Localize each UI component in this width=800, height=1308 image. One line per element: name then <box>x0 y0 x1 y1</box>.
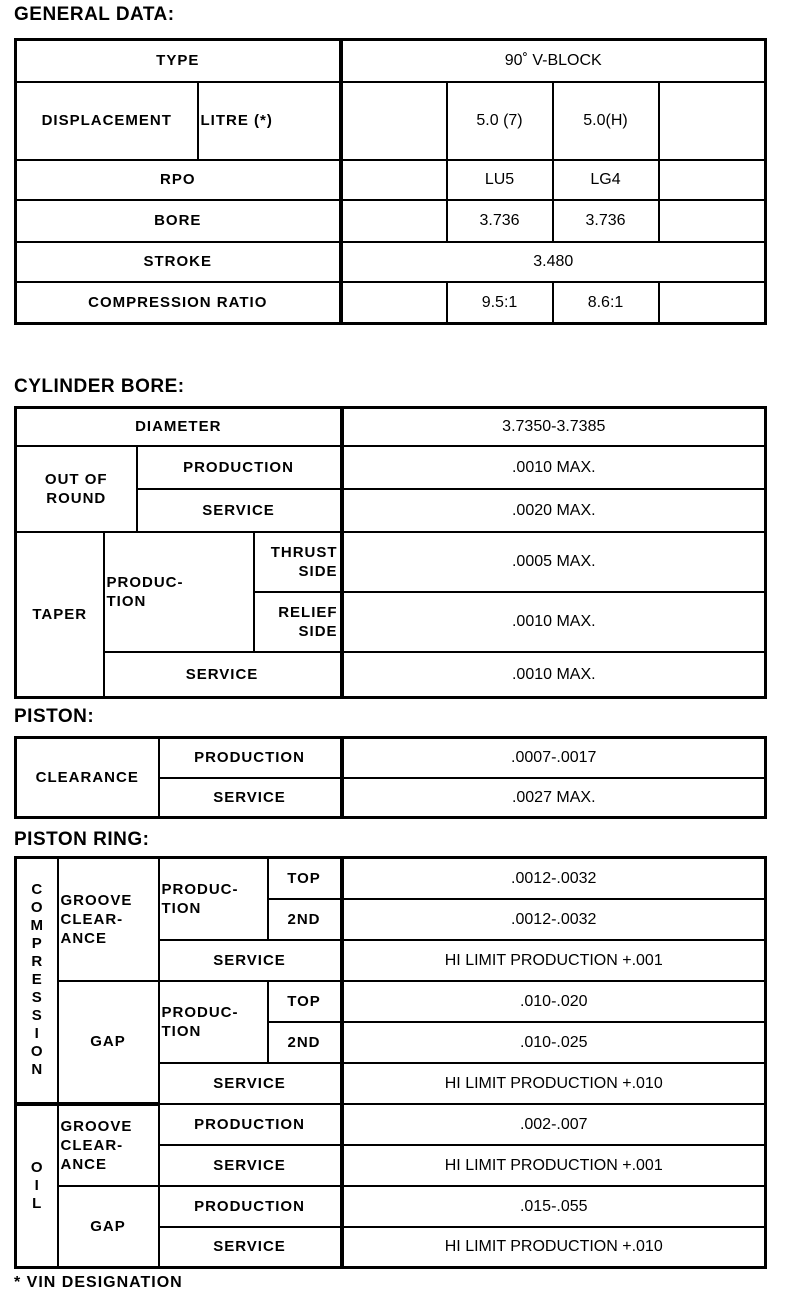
compression-ratio-empty-cell <box>341 282 447 324</box>
displacement-label: DISPLACEMENT <box>16 82 198 160</box>
out-of-round-label: OUT OF ROUND <box>16 446 137 532</box>
oil-gap-service-value: HI LIMIT PRODUCTION +.010 <box>342 1227 766 1268</box>
comp-gap-2nd-label: 2ND <box>268 1022 342 1063</box>
out-of-round-service-label: SERVICE <box>137 489 342 532</box>
thrust-side-value: .0005 MAX. <box>342 532 766 592</box>
diameter-value: 3.7350-3.7385 <box>342 408 766 446</box>
general-data-heading: GENERAL DATA: <box>14 4 175 25</box>
rpo-empty-cell <box>659 160 766 200</box>
oil-groove-clearance-label: GROOVE CLEAR- ANCE <box>58 1104 159 1186</box>
rpo-empty-cell <box>341 160 447 200</box>
comp-groove-top-row <box>16 858 766 899</box>
comp-gap-production-label: PRODUC- TION <box>159 981 268 1063</box>
displacement-empty-cell <box>341 82 447 160</box>
compression-ratio-row <box>16 282 766 324</box>
displacement-empty-cell <box>659 82 766 160</box>
out-of-round-production-row <box>16 446 766 489</box>
general-data-table <box>14 38 767 325</box>
taper-production-label: PRODUC- TION <box>104 532 254 652</box>
clearance-label: CLEARANCE <box>16 738 159 818</box>
comp-groove-top-value: .0012-.0032 <box>342 858 766 899</box>
piston-service-label: SERVICE <box>159 778 342 818</box>
comp-groove-production-label: PRODUC- TION <box>159 858 268 940</box>
litre-label: LITRE (*) <box>198 82 341 160</box>
comp-gap-2nd-value: .010-.025 <box>342 1022 766 1063</box>
piston-ring-table <box>14 856 767 1269</box>
relief-side-label: RELIEF SIDE <box>254 592 342 652</box>
cylinder-bore-heading: CYLINDER BORE: <box>14 376 185 397</box>
oil-groove-service-value: HI LIMIT PRODUCTION +.001 <box>342 1145 766 1186</box>
comp-gap-service-value: HI LIMIT PRODUCTION +.010 <box>342 1063 766 1104</box>
stroke-row <box>16 242 766 282</box>
oil-gap-production-label: PRODUCTION <box>159 1186 342 1227</box>
oil-groove-production-label: PRODUCTION <box>159 1104 342 1145</box>
oil-groove-production-value: .002-.007 <box>342 1104 766 1145</box>
comp-gap-label: GAP <box>58 981 159 1104</box>
bore-empty-cell <box>341 200 447 242</box>
type-row <box>16 40 766 82</box>
piston-table <box>14 736 767 819</box>
bore-value-1: 3.736 <box>447 200 553 242</box>
bore-value-2: 3.736 <box>553 200 659 242</box>
taper-service-label: SERVICE <box>104 652 342 698</box>
type-value: 90˚ V-BLOCK <box>341 40 766 82</box>
piston-production-label: PRODUCTION <box>159 738 342 778</box>
stroke-label: STROKE <box>16 242 341 282</box>
relief-side-value: .0010 MAX. <box>342 592 766 652</box>
oil-gap-label: GAP <box>58 1186 159 1268</box>
piston-production-value: .0007-.0017 <box>342 738 766 778</box>
oil-gap-production-value: .015-.055 <box>342 1186 766 1227</box>
taper-service-value: .0010 MAX. <box>342 652 766 698</box>
comp-groove-2nd-value: .0012-.0032 <box>342 899 766 940</box>
out-of-round-production-value: .0010 MAX. <box>342 446 766 489</box>
compression-ratio-label: COMPRESSION RATIO <box>16 282 341 324</box>
diameter-label: DIAMETER <box>16 408 342 446</box>
taper-service-row <box>16 652 766 698</box>
cylinder-bore-table <box>14 406 767 699</box>
comp-gap-service-label: SERVICE <box>159 1063 342 1104</box>
compression-ratio-value-1: 9.5:1 <box>447 282 553 324</box>
oil-groove-service-label: SERVICE <box>159 1145 342 1186</box>
out-of-round-production-label: PRODUCTION <box>137 446 342 489</box>
out-of-round-service-value: .0020 MAX. <box>342 489 766 532</box>
displacement-value-1: 5.0 (7) <box>447 82 553 160</box>
rpo-value-1: LU5 <box>447 160 553 200</box>
bore-empty-cell <box>659 200 766 242</box>
compression-ratio-empty-cell <box>659 282 766 324</box>
stroke-value: 3.480 <box>341 242 766 282</box>
oil-gap-service-label: SERVICE <box>159 1227 342 1268</box>
comp-groove-top-label: TOP <box>268 858 342 899</box>
comp-groove-clearance-label: GROOVE CLEAR- ANCE <box>58 858 159 981</box>
comp-gap-top-label: TOP <box>268 981 342 1022</box>
diameter-row <box>16 408 766 446</box>
piston-ring-heading: PISTON RING: <box>14 829 150 850</box>
rpo-label: RPO <box>16 160 341 200</box>
bore-row <box>16 200 766 242</box>
piston-heading: PISTON: <box>14 706 95 727</box>
oil-gap-production-row <box>16 1186 766 1227</box>
compression-ratio-value-2: 8.6:1 <box>553 282 659 324</box>
taper-label: TAPER <box>16 532 104 698</box>
comp-gap-top-value: .010-.020 <box>342 981 766 1022</box>
rpo-value-2: LG4 <box>553 160 659 200</box>
comp-groove-2nd-label: 2ND <box>268 899 342 940</box>
displacement-value-2: 5.0(H) <box>553 82 659 160</box>
comp-groove-service-value: HI LIMIT PRODUCTION +.001 <box>342 940 766 981</box>
type-label: TYPE <box>16 40 341 82</box>
vin-designation-footnote: * VIN DESIGNATION <box>14 1274 183 1291</box>
rpo-row <box>16 160 766 200</box>
comp-gap-top-row <box>16 981 766 1022</box>
compression-vertical-label: C O M P R E S S I O N <box>16 858 58 1104</box>
oil-groove-production-row <box>16 1104 766 1145</box>
taper-thrust-row <box>16 532 766 592</box>
piston-production-row <box>16 738 766 778</box>
comp-groove-service-label: SERVICE <box>159 940 342 981</box>
displacement-row <box>16 82 766 160</box>
thrust-side-label: THRUST SIDE <box>254 532 342 592</box>
oil-vertical-label: O I L <box>16 1104 58 1268</box>
piston-service-value: .0027 MAX. <box>342 778 766 818</box>
bore-label: BORE <box>16 200 341 242</box>
